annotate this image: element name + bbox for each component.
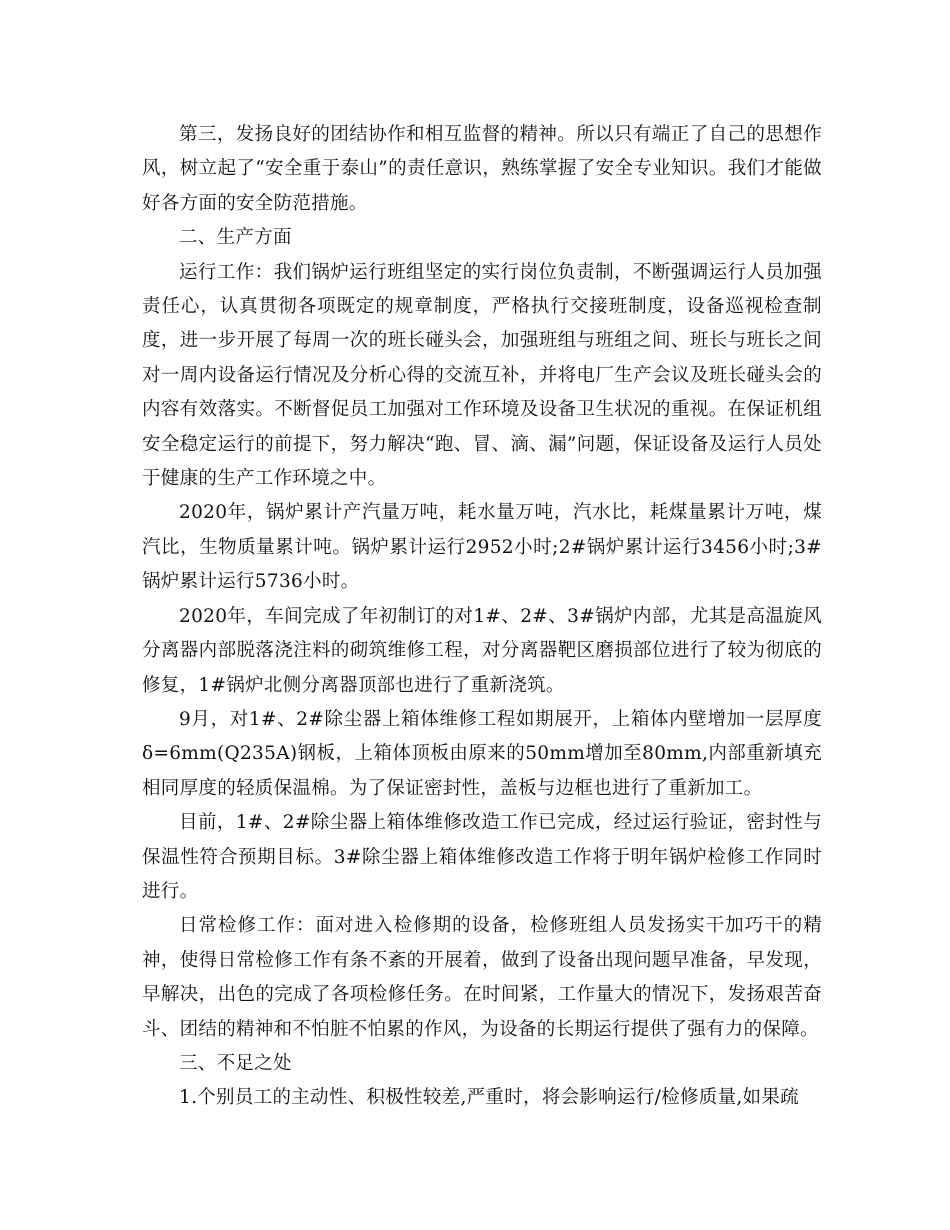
paragraph-teamwork-spirit: 第三，发扬良好的团结协作和相互监督的精神。所以只有端正了自己的思想作风，树立起了“安全重于泰山”的责任意识，熟练掌握了安全专业知识。我们才能做好各方面的安全防范措施。: [142, 124, 822, 214]
section-heading-production: 二、生产方面: [179, 227, 292, 249]
paragraph-repair-status: 目前，1#、2#除尘器上箱体维修改造工作已完成，经过运行验证，密封性与保温性符合预期目标。3#除尘器上箱体维修改造工作将于明年锅炉检修工作同时进行。: [142, 812, 822, 902]
paragraph-shortcoming-1: 1.个别员工的主动性、积极性较差,严重时，将会影响运行/检修质量,如果疏: [179, 1087, 799, 1109]
paragraph-daily-maintenance: 日常检修工作：面对进入检修期的设备，检修班组人员发扬实干加巧干的精神，使得日常检修工作有条不紊的开展着，做到了设备出现问题早准备，早发现，早解决，出色的完成了各项检修任务。在时间紧，工作量大的情况下，发扬艰苦奋斗、团结的精神和不怕脏不怕累的作风，为设备的长期运行提供了强有力的保障。: [142, 915, 822, 1040]
paragraph-separator-repair: 2020年，车间完成了年初制订的对1#、2#、3#锅炉内部，尤其是高温旋风分离器内部脱落浇注料的砌筑维修工程，对分离器靶区磨损部位进行了较为彻底的修复，1#锅炉北侧分离器顶部也进行了重新浇筑。: [142, 605, 822, 696]
paragraph-boiler-statistics: 2020年，锅炉累计产汽量万吨，耗水量万吨，汽水比，耗煤量累计万吨，煤汽比，生物质量累计吨。锅炉累计运行2952小时;2#锅炉累计运行3456小时;3#锅炉累计运行5736小时。: [142, 502, 822, 593]
section-heading-shortcomings: 三、不足之处: [179, 1052, 292, 1074]
document-body: [142, 118, 822, 1116]
paragraph-operation-work: 运行工作：我们锅炉运行班组坚定的实行岗位负责制，不断强调运行人员加强责任心，认真贯彻各项既定的规章制度，严格执行交接班制度，设备巡视检查制度，进一步开展了每周一次的班长碰头会，加强班组与班组之间、班长与班长之间对一周内设备运行情况及分析心得的交流互补，并将电厂生产会议及班长碰头会的内容有效落实。不断督促员工加强对工作环境及设备卫生状况的重视。在保证机组安全稳定运行的前提下，努力解决“跑、冒、滴、漏”问题，保证设备及运行人员处于健康的生产工作环境之中。: [142, 261, 822, 490]
paragraph-dust-collector-repair: 9月，对1#、2#除尘器上箱体维修工程如期展开，上箱体内壁增加一层厚度δ=6mm(Q235A)钢板，上箱体顶板由原来的50mm增加至80mm,内部重新填充相同厚度的轻质保温棉。为了保证密封性，盖板与边框也进行了重新加工。: [142, 708, 822, 799]
